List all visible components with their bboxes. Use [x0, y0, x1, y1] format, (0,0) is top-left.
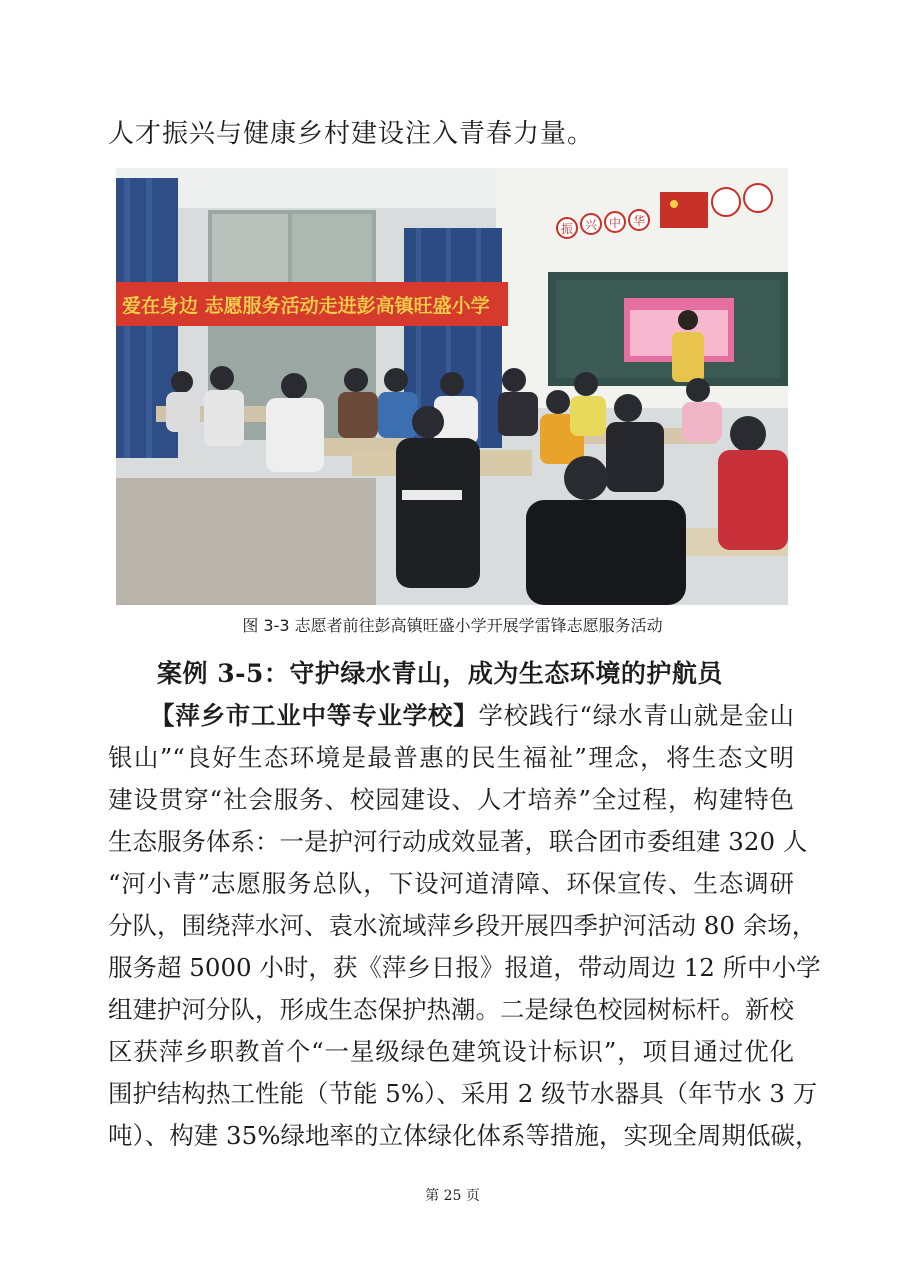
body-line: 围护结构热工性能（节能 5%）、采用 2 级节水器具（年节水 3 万 — [108, 1079, 818, 1108]
svg-text:兴: 兴 — [584, 218, 598, 232]
page-number: 第 25 页 — [425, 1188, 480, 1204]
body-line: 区获萍乡职教首个“一星级绿色建筑设计标识”，项目通过优化 — [108, 1037, 794, 1066]
body-line: 建设贯穿“社会服务、校园建设、人才培养”全过程，构建特色 — [108, 785, 794, 814]
school-name: 【萍乡市工业中等专业学校】 — [150, 701, 479, 730]
svg-text:华: 华 — [632, 214, 646, 228]
svg-text:中: 中 — [608, 216, 622, 230]
body-line: 吨）、构建 35%绿地率的立体绿化体系等措施，实现全周期低碳， — [108, 1121, 820, 1150]
banner-text: 爱在身边 志愿服务活动走进彭高镇旺盛小学 — [122, 295, 490, 317]
body-line — [150, 697, 794, 732]
figure-caption: 图 3-3 志愿者前往彭高镇旺盛小学开展学雷锋志愿服务活动 — [242, 616, 663, 635]
body-line: “河小青”志愿服务总队，下设河道清障、环保宣传、生态调研 — [108, 869, 794, 898]
body-line-text: 学校践行“绿水青山就是金山 — [478, 701, 795, 730]
body-line: 生态服务体系：一是护河行动成效显著，联合团市委组建 320 人 — [108, 827, 808, 856]
body-line: 分队，围绕萍水河、袁水流域萍乡段开展四季护河活动 80 余场， — [108, 911, 817, 940]
body-line: 服务超 5000 小时，获《萍乡日报》报道，带动周边 12 所中小学 — [108, 953, 821, 982]
intro-line: 人才振兴与健康乡村建设注入青春力量。 — [108, 119, 595, 149]
body-line: 组建护河分队，形成生态保护热潮。二是绿色校园树标杆。新校 — [108, 995, 794, 1024]
svg-text:振: 振 — [560, 222, 574, 236]
classroom-photo — [116, 168, 788, 605]
case-heading: 案例 3-5：守护绿水青山，成为生态环境的护航员 — [157, 659, 723, 688]
body-line: 银山”“良好生态环境是最普惠的民生福祉”理念，将生态文明 — [108, 743, 794, 772]
